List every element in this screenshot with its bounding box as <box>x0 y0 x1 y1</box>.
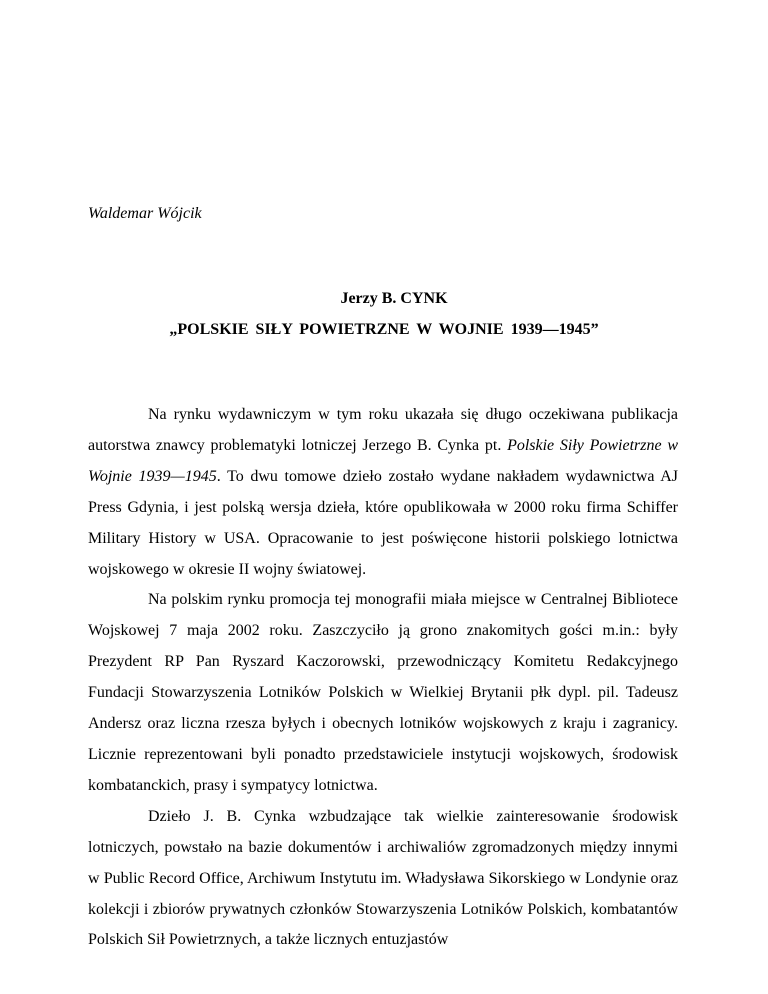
article-body <box>88 400 678 956</box>
paragraph-2: Na polskim rynku promocja tej monografii miała miejsce w Centralnej Bibliotece Wojskowej 7 maja 2002 roku. Zaszczyciło ją grono znakomitych gości m.in.: były Prezydent RP Pan Ryszard Kaczorowski, przewodniczący Komitetu Redakcyjnego Fundacji Stowarzyszenia Lotników Polskich w Wielkiej Brytanii płk dypl. pil. Tadeusz Andersz oraz liczna rzesza byłych i obecnych lotników wojskowych z kraju i zagranicy. Licznie reprezentowani byli ponadto przedstawiciele instytucji wojskowych, środowisk kombatanckich, prasy i sympatycy lotnictwa. <box>88 591 678 794</box>
article-title-line-1: Jerzy B. CYNK <box>340 290 448 307</box>
paragraph-3: Dzieło J. B. Cynka wzbudzające tak wielkie zainteresowanie środowisk lotniczych, powstało na bazie dokumentów i archiwaliów zgromadzonych między innymi w Public Record Office, Archiwum Instytutu im. Władysława Sikorskiego w Londynie oraz kolekcji i zbiorów prywatnych członków Stowarzyszenia Lotników Polskich, kombatantów Polskich Sił Powietrznych, a także licznych entuzjastów <box>88 807 678 949</box>
article-title-line-2: „POLSKIE SIŁY POWIETRZNE W WOJNIE 1939—1945” <box>169 321 599 338</box>
paragraph-1-text-before: Na rynku wydawniczym w tym roku ukazała się długo oczekiwana publikacja autorstwa znawcy problematyki lotniczej Jerzego B. Cynka pt. <box>88 406 678 454</box>
author-name: Waldemar Wójcik <box>88 205 202 222</box>
book-title-italic: Polskie Siły Powietrzne w Wojnie 1939—1945 <box>88 436 679 485</box>
paragraph-1 <box>88 400 678 585</box>
paragraph-1-text-after: . To dwu tomowe dzieło zostało wydane nakładem wydawnictwa AJ Press Gdynia, i jest polską wersja dzieła, które opublikowała w 2000 roku firma Schiffer Military History w USA. Opracowanie to jest poświęcone historii polskiego lotnictwa wojskowego w okresie II wojny światowej. <box>88 467 679 578</box>
